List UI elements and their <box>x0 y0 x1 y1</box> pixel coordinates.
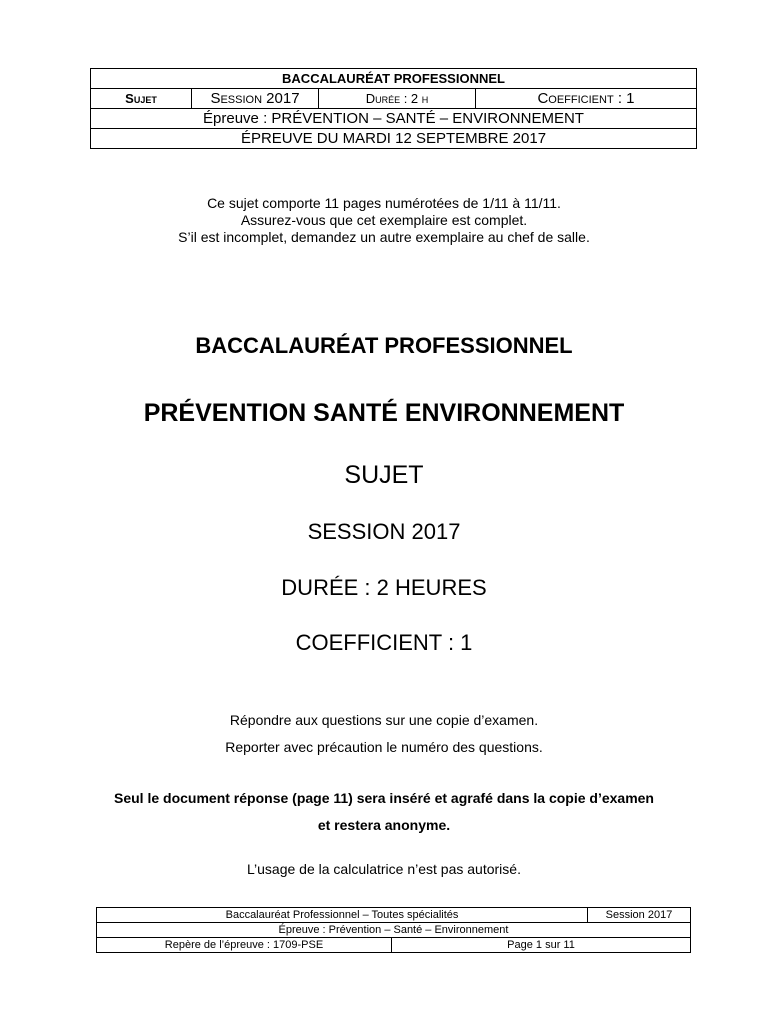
footer-epreuve: Épreuve : Prévention – Santé – Environnement <box>97 923 691 938</box>
notice-line-2: Assurez-vous que cet exemplaire est complet. <box>240 212 528 228</box>
main-sujet: SUJET <box>344 461 424 489</box>
footer-page: Page 1 sur 11 <box>392 938 691 953</box>
header-coefficient: Coefficient : 1 <box>476 89 697 109</box>
instruction-line-1: Répondre aux questions sur une copie d’examen. <box>229 712 539 728</box>
instruction-line-2: Reporter avec précaution le numéro des questions. <box>225 739 543 755</box>
header-date: ÉPREUVE DU MARDI 12 SEPTEMBRE 2017 <box>91 129 697 149</box>
header-sujet: Sujet <box>91 89 192 109</box>
instruction-calculator: L’usage de la calculatrice n’est pas autorisé. <box>247 861 521 877</box>
main-title-bac: BACCALAURÉAT PROFESSIONNEL <box>195 333 573 358</box>
instruction-bold-1: Seul le document réponse (page 11) sera inséré et agrafé dans la copie d’examen <box>114 790 654 806</box>
notice-line-1: Ce sujet comporte 11 pages numérotées de 1/11 à 11/11. <box>207 195 561 211</box>
footer-bac: Baccalauréat Professionnel – Toutes spécialités <box>97 908 588 923</box>
footer-repere: Repère de l’épreuve : 1709-PSE <box>97 938 392 953</box>
instruction-bold-2: et restera anonyme. <box>317 817 451 833</box>
footer-session: Session 2017 <box>588 908 691 923</box>
header-title: BACCALAURÉAT PROFESSIONNEL <box>91 69 697 89</box>
header-duree: Durée : 2 h <box>319 89 476 109</box>
footer-table <box>96 907 691 953</box>
header-epreuve: Épreuve : PRÉVENTION – SANTÉ – ENVIRONNEMENT <box>91 109 697 129</box>
main-session: SESSION 2017 <box>307 519 461 544</box>
main-coefficient: COEFFICIENT : 1 <box>295 630 473 655</box>
notice-block <box>0 195 768 246</box>
main-duree: DURÉE : 2 HEURES <box>281 575 487 600</box>
header-table <box>90 68 697 149</box>
header-session: Session 2017 <box>192 89 319 109</box>
main-title-pse: PRÉVENTION SANTÉ ENVIRONNEMENT <box>143 399 625 427</box>
notice-line-3: S’il est incomplet, demandez un autre exemplaire au chef de salle. <box>178 229 590 245</box>
